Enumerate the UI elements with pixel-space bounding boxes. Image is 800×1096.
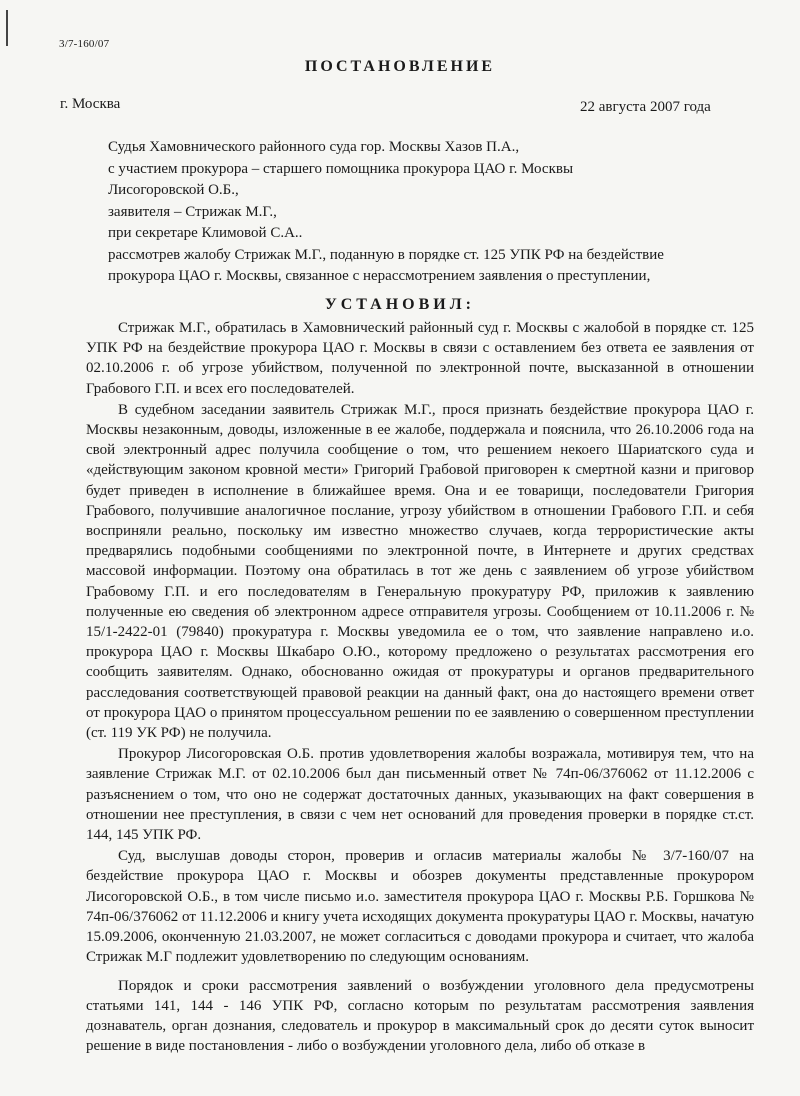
scan-margin-mark: [6, 10, 8, 46]
body-paragraph: Стрижак М.Г., обратилась в Хамовнический районный суд г. Москвы с жалобой в порядке ст. 125 УПК РФ на бездействие прокурора ЦАО г. Москвы в связи с оставлением без ответа ее заявления от 02.10.2006 г. об угрозе убийством, полученной по электронной почте, высказанной в отношении Грабового Г.П. и всех его последователей.: [86, 320, 754, 397]
preamble-line: прокурора ЦАО г. Москвы, связанное с нерассмотрением заявления о преступлении,: [108, 268, 651, 284]
document-date: 22 августа 2007 года: [580, 99, 711, 115]
body-paragraph: Суд, выслушав доводы сторон, проверив и огласив материалы жалобы № 3/7-160/07 на бездействие прокурора ЦАО г. Москвы и обозрев документы представленные прокурором Лисогоровской О.Б., в том числе письмо и.о. заместителя прокурора ЦАО г. Москвы Р.Б. Горшкова № 74п-06/376062 от 11.12.2006 и книгу учета исходящих документа прокуратуры ЦАО г. Москвы, начатую 15.09.2006, оконченную 21.03.2007, не может согласиться с доводами прокурора и считает, что жалоба Стрижак М.Г подлежит удовлетворению по следующим основаниям.: [86, 848, 754, 966]
preamble-line: рассмотрев жалобу Стрижак М.Г., поданную в порядке ст. 125 УПК РФ на бездействие: [108, 246, 664, 263]
document-body: [86, 318, 754, 1056]
preamble-line: Лисогоровской О.Б.,: [108, 182, 239, 198]
document-title: ПОСТАНОВЛЕНИЕ: [304, 58, 496, 75]
body-paragraph: В судебном заседании заявитель Стрижак М.Г., прося признать бездействие прокурора ЦАО г. Москвы незаконным, доводы, изложенные в ее жалобе, поддержала и пояснила, что 26.10.2006 года на свой электронный адрес получила сообщение о том, что решением некоего Шариатского суда и «действующим законом кровной мести» Григорий Грабовой приговорен к смертной казни и приговор будет приведен в исполнение в ближайшее время. Она и ее товарищи, последователи Григория Грабового, получившие аналогичное послание, угрозу убийством в отношении Грабового Г.П. и себя восприняли реально, поскольку им известно множество случаев, когда террористические акты предварялись подобными сообщениями по электронной почте, в Интернете и других средствах массовой информации. Поэтому она обратилась в тот же день с заявлением об угрозе убийством Грабовому Г.П. и его последователям в Генеральную прокуратуру РФ, приложив к заявлению полученные ею сведения об электронном адресе отправителя угрозы. Сообщением от 10.11.2006 г. № 15/1-2422-01 (79840) прокуратура г. Москвы уведомила ее о том, что заявление направлено и.о. прокурора ЦАО г. Москвы Шкабаро О.Ю., которому предложено о результатах рассмотрения его сообщить заявителям. Однако, обоснованно ожидая от прокуратуры и органов предварительного расследования соответствующей правовой реакции на данный факт, она до настоящего времени ответ от прокурора ЦАО о принятом процессуальном решении по ее заявлению о совершенном преступлении (ст. 119 УК РФ) не получила.: [86, 401, 754, 742]
preamble-line: с участием прокурора – старшего помощника прокурора ЦАО г. Москвы: [108, 160, 574, 177]
case-number: 3/7-160/07: [59, 38, 110, 50]
section-heading: УСТАНОВИЛ:: [325, 296, 475, 313]
preamble-line: Судья Хамовнического районного суда гор. Москвы Хазов П.А.,: [108, 139, 520, 155]
city: г. Москва: [60, 96, 121, 112]
body-paragraph: Прокурор Лисогоровская О.Б. против удовлетворения жалобы возражала, мотивируя тем, что на заявление Стрижак М.Г. от 02.10.2006 был дан письменный ответ № 74п-06/376062 от 11.12.2006 с разъяснением о том, что оно не содержат достаточных данных, указывающих на факт совершения в отношении нее преступления, в связи с чем нет оснований для проведения проверки в порядке ст.ст. 144, 145 УПК РФ.: [86, 746, 754, 844]
body-paragraph: Порядок и сроки рассмотрения заявлений о возбуждении уголовного дела предусмотрены статьями 141, 144 - 146 УПК РФ, согласно которым по результатам рассмотрения заявления дознаватель, орган дознания, следователь и прокурор в максимальный срок до десяти суток выносит решение в виде постановления - либо о возбуждении уголовного дела, либо об отказе в: [86, 977, 754, 1055]
preamble-line: при секретаре Климовой С.А..: [108, 225, 303, 241]
preamble: [108, 137, 768, 288]
preamble-line: заявителя – Стрижак М.Г.,: [108, 203, 277, 220]
